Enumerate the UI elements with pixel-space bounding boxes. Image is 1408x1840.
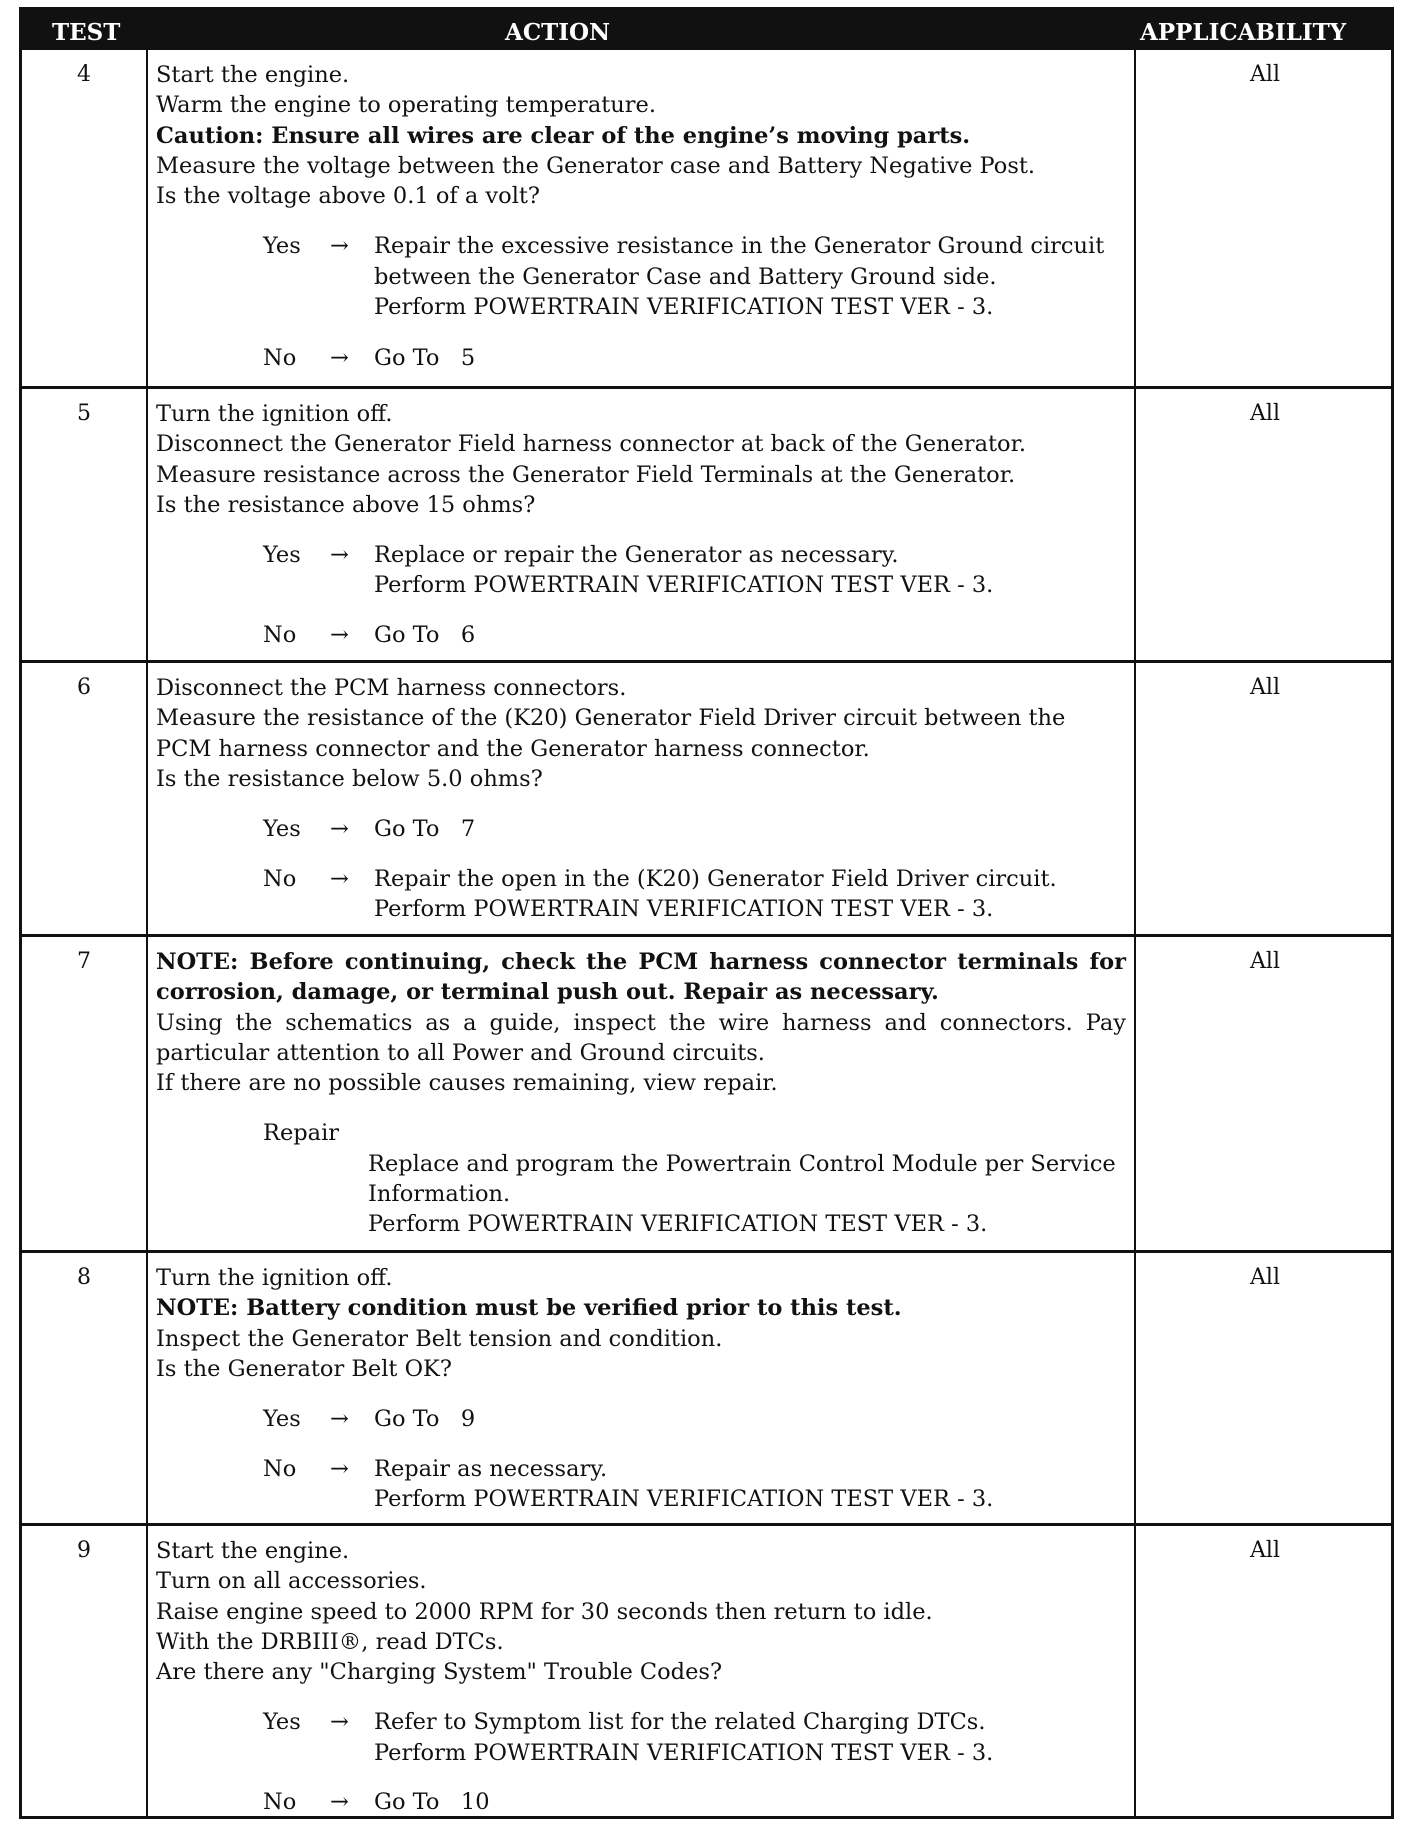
action-text <box>156 947 1126 1240</box>
header-action: ACTION <box>505 19 611 46</box>
applicability: All <box>1250 1538 1280 1563</box>
yes-text: Go To 9 <box>374 1406 476 1433</box>
no-response <box>156 1787 1126 1817</box>
action-line: Turn the ignition off. <box>156 1265 393 1291</box>
yes-response <box>156 231 1126 323</box>
no-text: Go To 6 <box>374 622 476 649</box>
action-line: Measure the voltage between the Generator case and Battery Negative Post. <box>156 152 1036 179</box>
action-line: Disconnect the PCM harness connectors. <box>156 675 627 701</box>
action-text <box>156 1536 1126 1817</box>
note-line: NOTE: Before continuing, check the PCM harness connector terminals for corrosion, damage, or terminal push out. Repair as necessary. <box>156 949 1126 1006</box>
arrow-icon: → <box>330 542 349 569</box>
arrow-icon: → <box>330 816 349 843</box>
action-text <box>156 673 1126 924</box>
no-response <box>156 620 1126 650</box>
action-line: Warm the engine to operating temperature. <box>156 92 656 119</box>
arrow-icon: → <box>330 1406 349 1433</box>
no-response <box>156 343 1126 373</box>
applicability: All <box>1250 949 1280 974</box>
test-number: 4 <box>77 62 91 87</box>
no-label: No <box>263 1789 297 1816</box>
action-line: Turn on all accessories. <box>156 1568 427 1595</box>
caution-line: Caution: Ensure all wires are clear of the engine’s moving parts. <box>156 122 971 149</box>
test-row-9 <box>22 1526 1391 1816</box>
test-row-8 <box>22 1253 1391 1524</box>
action-line: Is the resistance below 5.0 ohms? <box>156 765 543 792</box>
no-label: No <box>263 622 297 649</box>
test-row-7 <box>22 937 1391 1251</box>
arrow-icon: → <box>330 1709 349 1736</box>
no-text: Go To 10 <box>374 1789 490 1816</box>
no-label: No <box>263 866 297 893</box>
yes-label: Yes <box>263 816 301 843</box>
action-text <box>156 60 1126 373</box>
action-line: Disconnect the Generator Field harness connector at back of the Generator. <box>156 431 1027 458</box>
applicability: All <box>1250 675 1280 700</box>
yes-response <box>156 1404 1126 1434</box>
repair-response <box>156 1118 1126 1239</box>
header-test: TEST <box>52 19 121 46</box>
applicability: All <box>1250 401 1280 426</box>
yes-label: Yes <box>263 1709 301 1736</box>
no-text: Repair the open in the (K20) Generator Field Driver circuit. Perform POWERTRAIN VERIFICATION TEST VER - 3. <box>374 866 1057 923</box>
action-line: With the DRBIII®, read DTCs. <box>156 1628 504 1655</box>
repair-label: Repair <box>263 1120 340 1147</box>
test-number: 9 <box>77 1538 91 1563</box>
arrow-icon: → <box>330 1789 349 1816</box>
test-row-5 <box>22 389 1391 661</box>
applicability: All <box>1250 1265 1280 1290</box>
yes-response <box>156 540 1126 600</box>
test-row-6 <box>22 663 1391 935</box>
action-line: Measure resistance across the Generator Field Terminals at the Generator. <box>156 461 1016 488</box>
action-line: Start the engine. <box>156 62 350 88</box>
action-line: Is the Generator Belt OK? <box>156 1355 452 1382</box>
yes-response <box>156 1707 1126 1767</box>
yes-response <box>156 814 1126 844</box>
yes-label: Yes <box>263 233 301 260</box>
test-number: 8 <box>77 1265 91 1290</box>
action-line: If there are no possible causes remaining, view repair. <box>156 1070 778 1097</box>
yes-label: Yes <box>263 1406 301 1433</box>
yes-label: Yes <box>263 542 301 569</box>
action-line: Inspect the Generator Belt tension and condition. <box>156 1325 723 1352</box>
yes-text: Refer to Symptom list for the related Charging DTCs. Perform POWERTRAIN VERIFICATION TEST VER - 3. <box>374 1709 994 1766</box>
diagnostic-table <box>19 7 1394 1819</box>
note-line: NOTE: Battery condition must be verified prior to this test. <box>156 1295 902 1322</box>
arrow-icon: → <box>330 622 349 649</box>
action-line: Is the voltage above 0.1 of a volt? <box>156 183 540 210</box>
arrow-icon: → <box>330 1456 349 1483</box>
test-row-4 <box>22 50 1391 387</box>
no-text: Go To 5 <box>374 345 476 372</box>
action-line: Using the schematics as a guide, inspect the wire harness and connectors. Pay particular attention to all Power and Ground circuits. <box>156 1009 1126 1066</box>
action-text <box>156 1263 1126 1514</box>
no-label: No <box>263 345 297 372</box>
action-line: Is the resistance above 15 ohms? <box>156 491 536 518</box>
action-line: Turn the ignition off. <box>156 401 393 427</box>
yes-text: Replace or repair the Generator as necessary. Perform POWERTRAIN VERIFICATION TEST VER - 3. <box>374 542 994 599</box>
no-response <box>156 1454 1126 1514</box>
test-number: 6 <box>77 675 91 700</box>
yes-text: Repair the excessive resistance in the Generator Ground circuit between the Generator Case and Battery Ground side. Perform POWERTRAIN VERIFICATION TEST VER - 3. <box>374 233 1105 321</box>
no-label: No <box>263 1456 297 1483</box>
table-header <box>22 10 1391 50</box>
action-line: Measure the resistance of the (K20) Generator Field Driver circuit between the PCM harness connector and the Generator harness connector. <box>156 705 1066 762</box>
arrow-icon: → <box>330 345 349 372</box>
arrow-icon: → <box>330 866 349 893</box>
action-text <box>156 399 1126 650</box>
test-number: 7 <box>77 949 91 974</box>
applicability: All <box>1250 62 1280 87</box>
repair-text: Replace and program the Powertrain Control Module per Service Information. Perform POWERTRAIN VERIFICATION TEST VER - 3. <box>368 1150 1116 1238</box>
header-applicability: APPLICABILITY <box>1140 19 1347 46</box>
yes-text: Go To 7 <box>374 816 476 843</box>
no-response <box>156 864 1126 924</box>
action-line: Raise engine speed to 2000 RPM for 30 seconds then return to idle. <box>156 1598 933 1625</box>
arrow-icon: → <box>330 233 349 260</box>
action-line: Are there any "Charging System" Trouble Codes? <box>156 1659 723 1686</box>
test-number: 5 <box>77 401 91 426</box>
no-text: Repair as necessary. Perform POWERTRAIN VERIFICATION TEST VER - 3. <box>374 1456 994 1513</box>
action-line: Start the engine. <box>156 1538 350 1564</box>
